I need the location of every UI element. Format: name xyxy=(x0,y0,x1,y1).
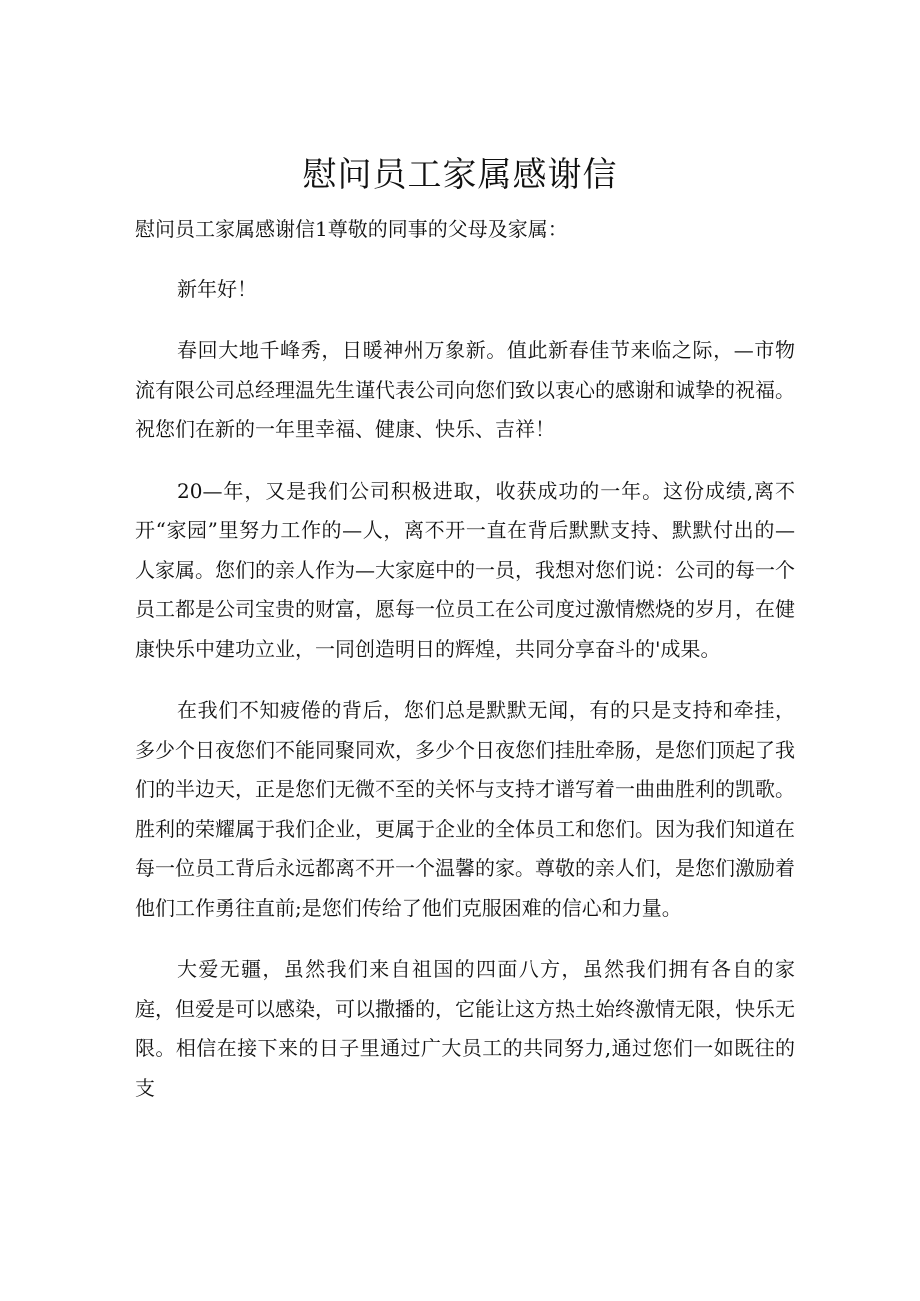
document-title: 慰问员工家属感谢信 xyxy=(302,155,618,195)
document-body xyxy=(135,210,795,1130)
paragraph-year-achievement: 20—年，又是我们公司积极进取，收获成功的一年。这份成绩,离不开“家园”里努力工作的—人，离不开一直在背后默默支持、默默付出的—人家属。您们的亲人作为—大家庭中的一员，我想对您们说：公司的每一个员工都是公司宝贵的财富，愿每一位员工在公司度过激情燃烧的岁月，在健康快乐中建功立业，一同创造明日的辉煌，共同分享奋斗的'成果。 xyxy=(135,478,795,661)
paragraph-greeting: 新年好！ xyxy=(177,276,257,301)
paragraph-new-year-wishes: 春回大地千峰秀，日暖神州万象新。值此新春佳节来临之际，—市物流有限公司总经理温先生谨代表公司向您们致以衷心的感谢和诚挚的祝福。祝您们在新的一年里幸福、健康、快乐、吉祥！ xyxy=(135,338,795,441)
paragraph-family-support: 在我们不知疲倦的背后，您们总是默默无闻，有的只是支持和牵挂，多少个日夜您们不能同聚同欢，多少个日夜您们挂肚牵肠，是您们顶起了我们的半边天，正是您们无微不至的关怀与支持才谱写着一曲曲胜利的凯歌。胜利的荣耀属于我们企业，更属于企业的全体员工和您们。因为我们知道在每一位员工背后永远都离不开一个温馨的家。尊敬的亲人们，是您们激励着他们工作勇往直前;是您们传给了他们克服困难的信心和力量。 xyxy=(135,698,795,920)
paragraph-great-love: 大爱无疆，虽然我们来自祖国的四面八方，虽然我们拥有各自的家庭，但爱是可以感染，可以撒播的，它能让这方热土始终激情无限，快乐无限。相信在接下来的日子里通过广大员工的共同努力,通过您们一如既往的支 xyxy=(135,957,795,1100)
salutation-line: 慰问员工家属感谢信1尊敬的同事的父母及家属： xyxy=(135,217,568,241)
